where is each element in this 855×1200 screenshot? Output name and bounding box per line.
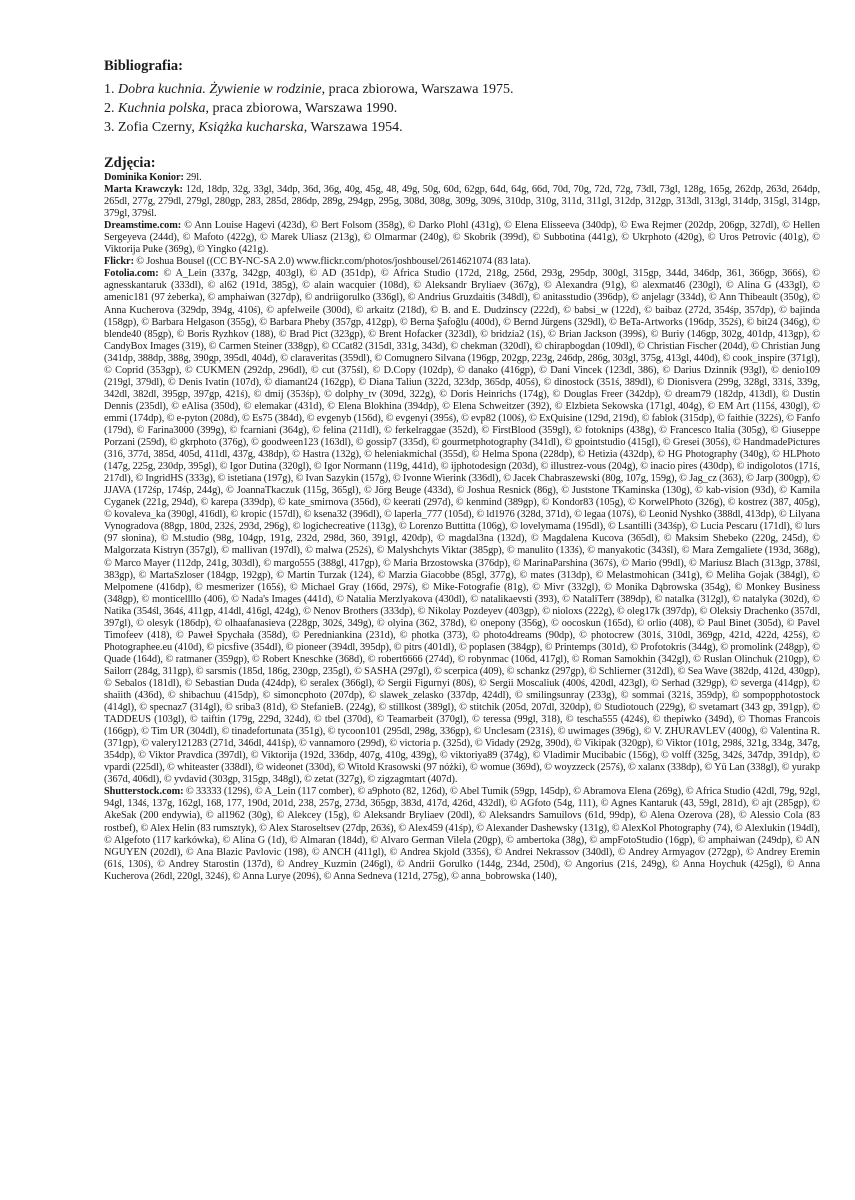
book-title: Dobra kuchnia. Żywienie w rodzinie bbox=[118, 82, 322, 97]
document-page bbox=[104, 58, 820, 883]
credit-text: © Ann Louise Hagevi (423d), © Bert Folsom (358g), © Darko Plohl (431g), © Elena Elisseeva (340dp), © Ewa Rejmer (202dp, 206gp, 327dl), © Hellen Sergeyeva (244d), © Mafoto (422g), © Marek Uliasz (213g), © Olmarmar (240g), © Skobrik (399d), © Subbotina (441g), © Ukrphoto (420g), © Uros Petrovic (401g), © Viktorija Puke (369g), © Yingko (421g). bbox=[104, 220, 820, 256]
bibliography-item: 2. Kuchnia polska, praca zbiorowa, Warszawa 1990. bbox=[104, 101, 398, 116]
credit-entry bbox=[104, 172, 820, 184]
credit-source: Flickr: bbox=[104, 256, 134, 268]
credit-text: 12d, 18dp, 32g, 33gl, 34dp, 36d, 36g, 40g, 45g, 48, 49g, 50g, 60d, 62gp, 64d, 64g, 66d, 70d, 70g, 72d, 72g, 73dl, 73gl, 128g, 165g, 262dp, 263d, 264dp, 265dl, 277g, 279dl, 279gl, 280gp, 283, 285d, 286dp, 289g, 294gp, 295g, 308d, 308g, 309g, 309ś, 310dp, 310g, 311d, 311gl, 312dp, 312gp, 313dl, 313gl, 314dp, 315gl, 314gp, 379gl, 379śl. bbox=[104, 184, 820, 220]
credit-source: Dominika Konior: bbox=[104, 172, 184, 183]
credit-entry bbox=[104, 256, 820, 268]
credit-text: © A_Lein (337g, 342gp, 403gl), © AD (351dp), © Africa Studio (172d, 218g, 256d, 293g, 295dp, 300gl, 315gp, 344d, 346dp, 361, 366gp, 366ś), © agnesskantaruk (333dl), © al62 (191d, 385g), © alain wacquier (108d), © Aleksandr Bryliaev (367g), © Alexandra (91g), © alexmat46 (230gl), © Alina G (433gl), © amenic181 (97 żeberka), © amphaiwan (327dp), © andriigorulko (336gl), © Andrius Gruzdaitis (348dl), © anitasstudio (396dp), © anjelagr (334d), © Ann Thibeault (350g), © Anna Kucherova (329dp, 394g, 410ś), © apfelweile (300d), © arkaitz (218d), © B. and E. Dudzinscy (222d), © babsi_w (122d), © baibaz (272d, 354śp, 357dp), © bajinda (158gp), © Barbara Helgason (355g), © Barbara Pheby (357gp, 412gp), © Berna Şafoğlu (400d), © Bernd Jürgens (329dl), © BeTa-Artworks (196dp, 352ś), © bit24 (346g), © blende40 (85gp), © Boris Ryzhkov (188), © Brad Pict (323gp), © Brent Hofacker (323dl), © bridzia2 (1ś), © Brian Jackson (399ś), © Buriy (146gp, 302g, 401dp, 413gp), © CandyBox Images (319), © Carmen Steiner (338gp), © CCat82 (315dl, 331g, 343d), © chekman (320dl), © chirapbogdan (109dl), © Christian Fischer (204d), © Christian Jung (341dp, 388dp, 388g, 390gp, 395dl, 404d), © claraveritas (359dl), © Comugnero Silvana (196gp, 202gp, 223g, 246dp, 286g, 303gl, 375g, 413gl, 440d), © cook_inspire (371gl), © Coprid (353gp), © CUKMEN (292dp, 296dl), © cut (375śl), © D.Copy (102dp), © danako (416gp), © Dani Vincek (123dl, 386), © Darius Dzinnik (93gl), © denio109 (219gl, 379dl), © Denis Ivatin (107d), © diamant24 (162gp), © Diana Taliun (322d, 323dp, 365dp, 405ś), © dinostock (351ś, 389dl), © Dionisvera (299g, 328gl, 331ś, 339g, 342dl, 382dl, 395gp, 397gp, 421ś), © dmij (353śp), © dolphy_tv (309d, 322g), © Doris Heinrichs (174g), © Douglas Freer (342dp), © dream79 (182dp, 413dl), © Dustin Dennis (235dl), © eAlisa (350d), © elemakar (431d), © Elena Blokhina (394dp), © Elena Schweitzer (392), © Elzbieta Sekowska (171gl, 404g), © EM Art (115ś, 430gl), © emmi (174dp), © e-pyton (208d), © Es75 (384d), © evgenyb (156d), © evgenyi (395ś), © evp82 (100ś), © ExQuisine (129d, 219d), © fablok (315dp), © faithie (322ś), © Fanfo (179d), © Farina3000 (399g), © fcarniani (364g), © felina (211dl), © ferkelraggae (352d), © FirstBlood (359gl), © fotoknips (438g), © Francesco Italia (305g), © Giuseppe Porzani (259d), © gkrphoto (376g), © goodween123 (163dl), © gossip7 (335d), © gourmetphotography (341dl), © gpointstudio (415gl), © Gresei (305ś), © HandmadePictures (316, 377d, 385d, 405d, 411dl, 437g, 438dp), © Hastra (132g), © heleniakmichal (355d), © Helma Spona (228dp), © Hetizia (432dp), © HG Photography (340g), © HLPhoto (147g, 225g, 230dp, 395gl), © Igor Dutina (320gl), © Igor Normann (119g, 441d), © ijphotodesign (203d), © illustrez-vous (204g), © inacio pires (430dp), © indigolotos (171ś, 217dl), © IngridHS (333g), © istetiana (197g), © Ivan Sazykin (157g), © Ivonne Wierink (336dl), © Jacek Chabraszewski (80g, 107g, 159g), © Jag_cz (363), © Jarp (300gp), © JJAVA (172śp, 174śp, 244g), © JoannaTkaczuk (115g, 365gl), © Jörg Beuge (433d), © Joshua Resnick (86g), © Juststone TKaminska (130g), © kab-vision (93d), © Kamila Cyganek (221g, 294d), © karepa (339dp), © kate_smirnova (356d), © keerati (297d), © kenmind (389gp), © Kondor83 (105g), © KorwelPhoto (326g), © kostrez (387, 405g), © kovaleva_ka (390gl, 416dl), © kropic (157dl), © ksena32 (396dl), © laperla_777 (105d), © ld1976 (328d, 371d), © legaa (107ś), © Leonid Nyshko (388dl, 413dp), © Lilyana Vynogradova (88gp, 180d, 232ś, 293d, 296g), © logichecreative (113g), © Lorenzo Buttitta (106g), © lovelymama (195dl), © Lsantilli (343śp), © Lucia Pescaru (171dl), © lurs (97 słonina), © M.studio (98g, 104gp, 191g, 232d, 298d, 360, 391gl, 420dp), © magdal3na (132d), © Magdalena Kucova (365dl), © Maksim Shebeko (220g, 245d), © Malgorzata Kistryn (357gl), © mallivan (197dl), © malwa (252ś), © Malyshchyts Viktar (385gp), © manulito (133ś), © manyakotic (343śl), © Mara Zemgaliete (193d, 368g), © Marco Mayer (112dp, 241g, 303dl), © margo555 (388gl, 417gp), © Maria Brzostowska (376dp), © MarinaParshina (367ś), © Mario (99dl), © Mariusz Blach (313gp, 378śl, 383gp), © MartaSzloser (184gp, 192gp), © Martin Turzak (124), © Marzia Giacobbe (85gl, 377g), © mates (313dp), © Melastmohican (341g), © Meliha Gojak (384gl), © Melpomene (416dp), © mesmerizer (165ś), © Michael Gray (166d, 297ś), © Mike-Fotografie (81g), © Mivr (332gl), © Monika Dąbrowska (354g), © Monkey Business (348gp), © monticellllo (406), © Nada's Images (441d), © Natalia Merzlyakova (430dl), © natalikaevsti (393), © NataliTerr (389dp), © natalka (312gl), © natalyka (302d), © Natika (354śl, 364ś, 411gp, 414dl, 416gl, 424g), © Nenov Brothers (333dp), © Nikolay Pozdeyev (403gp), © nioloxs (222g), © oleg17k (397dp), © Oleksiy Drachenko (357dl, 397gl), © olesyk (186dp), © olhaafanasieva (228gp, 302ś, 349g), © olyina (362, 378d), © onepony (356g), © oocoskun (165d), © orlio (408), © Paul Binet (305d), © Pavel Timofeev (418), © Paweł Spychała (358d), © Peredniankina (231d), © photka (373), © photo4dreams (90dp), © photocrew (301ś, 310dl, 369gp, 421d, 422d, 425ś), © Photographee.eu (410d), © picsfive (354dl), © pioneer (394dl, 395dp), © pitrs (401dl), © poplasen (384gp), © Printemps (301d), © Profotokris (344g), © promolink (248gp), © Quade (164d), © ratmaner (359gp), © Robert Kneschke (368d), © robert6666 (274d), © robynmac (106d, 417gl), © Roman Samokhin (342gl), © Ruslan Olinchuk (210gp), © Sailorr (284g, 311gp), © sarsmis (185d, 186g, 230gp, 235gl), © SASHA (297gl), © scerpica (409), © schankz (297gp), © Schlierner (312dl), © Sea Wave (382dp, 412d, 430gp), © Sebalos (181dl), © Sebastian Duda (424dp), © seralex (366gl), © Sergii Figurnyi (80ś), © Sergii Moscaliuk (400ś, 420dl, 423gl), © Serhad (329gp), © severga (414gp), © shaiith (436d), © shibachuu (415dp), © simoncphoto (207dp), © slawek_zelasko (337dp, 424dl), © smilingsunray (233g), © sommai (321ś, 359dp), © sompopphotostock (414gl), © specnaz7 (314gl), © sriba3 (81d), © StefanieB. (224g), © stillkost (389gl), © stitchik (205d, 207dl, 320dp), © Studiotouch (229g), © svetamart (343 gp, 391gp), © TADDEUS (103gl), © taiftin (179g, 229d, 324d), © tbel (370d), © Teamarbeit (370gl), © teressa (99gl, 318), © tescha555 (424ś), © thepiwko (349d), © Thomas Francois (166gp), © Tim UR (304dl), © tinadefortunata (351g), © tycoon101 (295dl, 298g, 336gp), © Unclesam (231ś), © uwimages (396g), © V. ZHURAVLEV (400g), © Valentina R. (371gp), © valery121283 (271d, 346dl, 441śp), © vannamoro (299d), © victoria p. (325d), © Vidady (292g, 390d), © Vikipak (320gp), © Viktor (101g, 298ś, 321g, 334g, 347g, 354dp), © Viktor Pravdica (397dl), © Viktorija (192d, 336dp, 407g, 410g, 439g), © viktoriya89 (374g), © Vladimir Mucibabic (156g), © volff (325g, 342ś, 347dp, 391dp), © vpardi (225dl), © whiteaster (338dl), © wideonet (330d), © Witold Krasowski (97 nóżki), © womue (369d), © woyzzeck (257ś), © xalanx (338dp), © Yü Lan (338gl), © yurakp (367d, 406dl), © yvdavid (303gp, 315gp, 348gl), © zetat (327g), © zigzagmtart (407d). bbox=[104, 268, 820, 786]
credit-text: © 33333 (129ś), © A_Lein (117 comber), © a9photo (82, 126d), © Abel Tumik (59gp, 145dp), © Abramova Elena (269g), © Africa Studio (42dl, 79g, 92gl, 94gl, 134ś, 137g, 162gl, 168, 177, 190d, 201d, 238, 257g, 273d, 365gp, 383d, 417d, 426d, 432dl), © AGfoto (54g, 111), © Agnes Kantaruk (43, 59gl, 281d), © ajt (285gp), © AkeSak (200 endywia), © al1962 (30g), © Alekcey (15g), © Aleksandr Bryliaev (20dl), © Aleksandrs Samuilovs (61d, 99dp), © Alena Ozerova (28), © Alessio Cola (83 rostbef), © Alex Helin (83 rumsztyk), © Alex Staroseltsev (27dp, 263ś), © Alex459 (41śp), © Alexander Dashewsky (131g), © AlexKol Photography (74), © Alexlukin (194dl), © Algefoto (117 karkówka), © Alina G (1d), © Almaran (184d), © Alvaro German Vilela (20gp), © ambertoka (38g), © ampFotoStudio (16gp), © amphaiwan (249dp), © AN NGUYEN (202dl), © Ana Blazic Pavlovic (198), © ANCH (411gl), © Andrea Skjold (335ś), © Andrei Nekrassov (340dl), © Andrey Armyagov (272gp), © Andrey Eremin (61ś, 130ś), © Andrey Starostin (137d), © Andrey_Kuzmin (246gl), © Andrii Gorulko (144g, 234d, 250d), © Angorius (21ś, 249g), © Anna Hoychuk (425gl), © Anna Kucherova (26dl, 220gl, 324ś), © Anna Lurye (209ś), © Anna Sedneva (121d, 275g), © anna_bobrowska (140), bbox=[104, 786, 820, 882]
bibliography-item: 1. Dobra kuchnia. Żywienie w rodzinie, praca zbiorowa, Warszawa 1975. bbox=[104, 82, 514, 97]
credit-source: Dreamstime.com: bbox=[104, 220, 182, 232]
credit-entry bbox=[104, 220, 820, 256]
credit-entry bbox=[104, 268, 820, 786]
credit-source: Marta Krawczyk: bbox=[104, 184, 183, 196]
credit-entry bbox=[104, 184, 820, 220]
bibliography-item: 3. Zofia Czerny, Książka kucharska, Warszawa 1954. bbox=[104, 120, 403, 135]
credit-entry bbox=[104, 786, 820, 882]
photos-heading: Zdjęcia: bbox=[104, 155, 156, 171]
bibliography-heading: Bibliografia: bbox=[104, 58, 183, 74]
credit-source: Fotolia.com: bbox=[104, 268, 159, 280]
credit-text: © Joshua Bousel ((CC BY-NC-SA 2.0) www.flickr.com/photos/joshbousel/2614621074 (83 lata). bbox=[133, 256, 531, 268]
credit-text: 29l. bbox=[183, 172, 202, 183]
bibliography-list bbox=[104, 80, 820, 137]
book-title: Książka kucharska bbox=[198, 120, 304, 135]
book-title: Kuchnia polska bbox=[118, 101, 206, 116]
credit-source: Shutterstock.com: bbox=[104, 786, 184, 798]
